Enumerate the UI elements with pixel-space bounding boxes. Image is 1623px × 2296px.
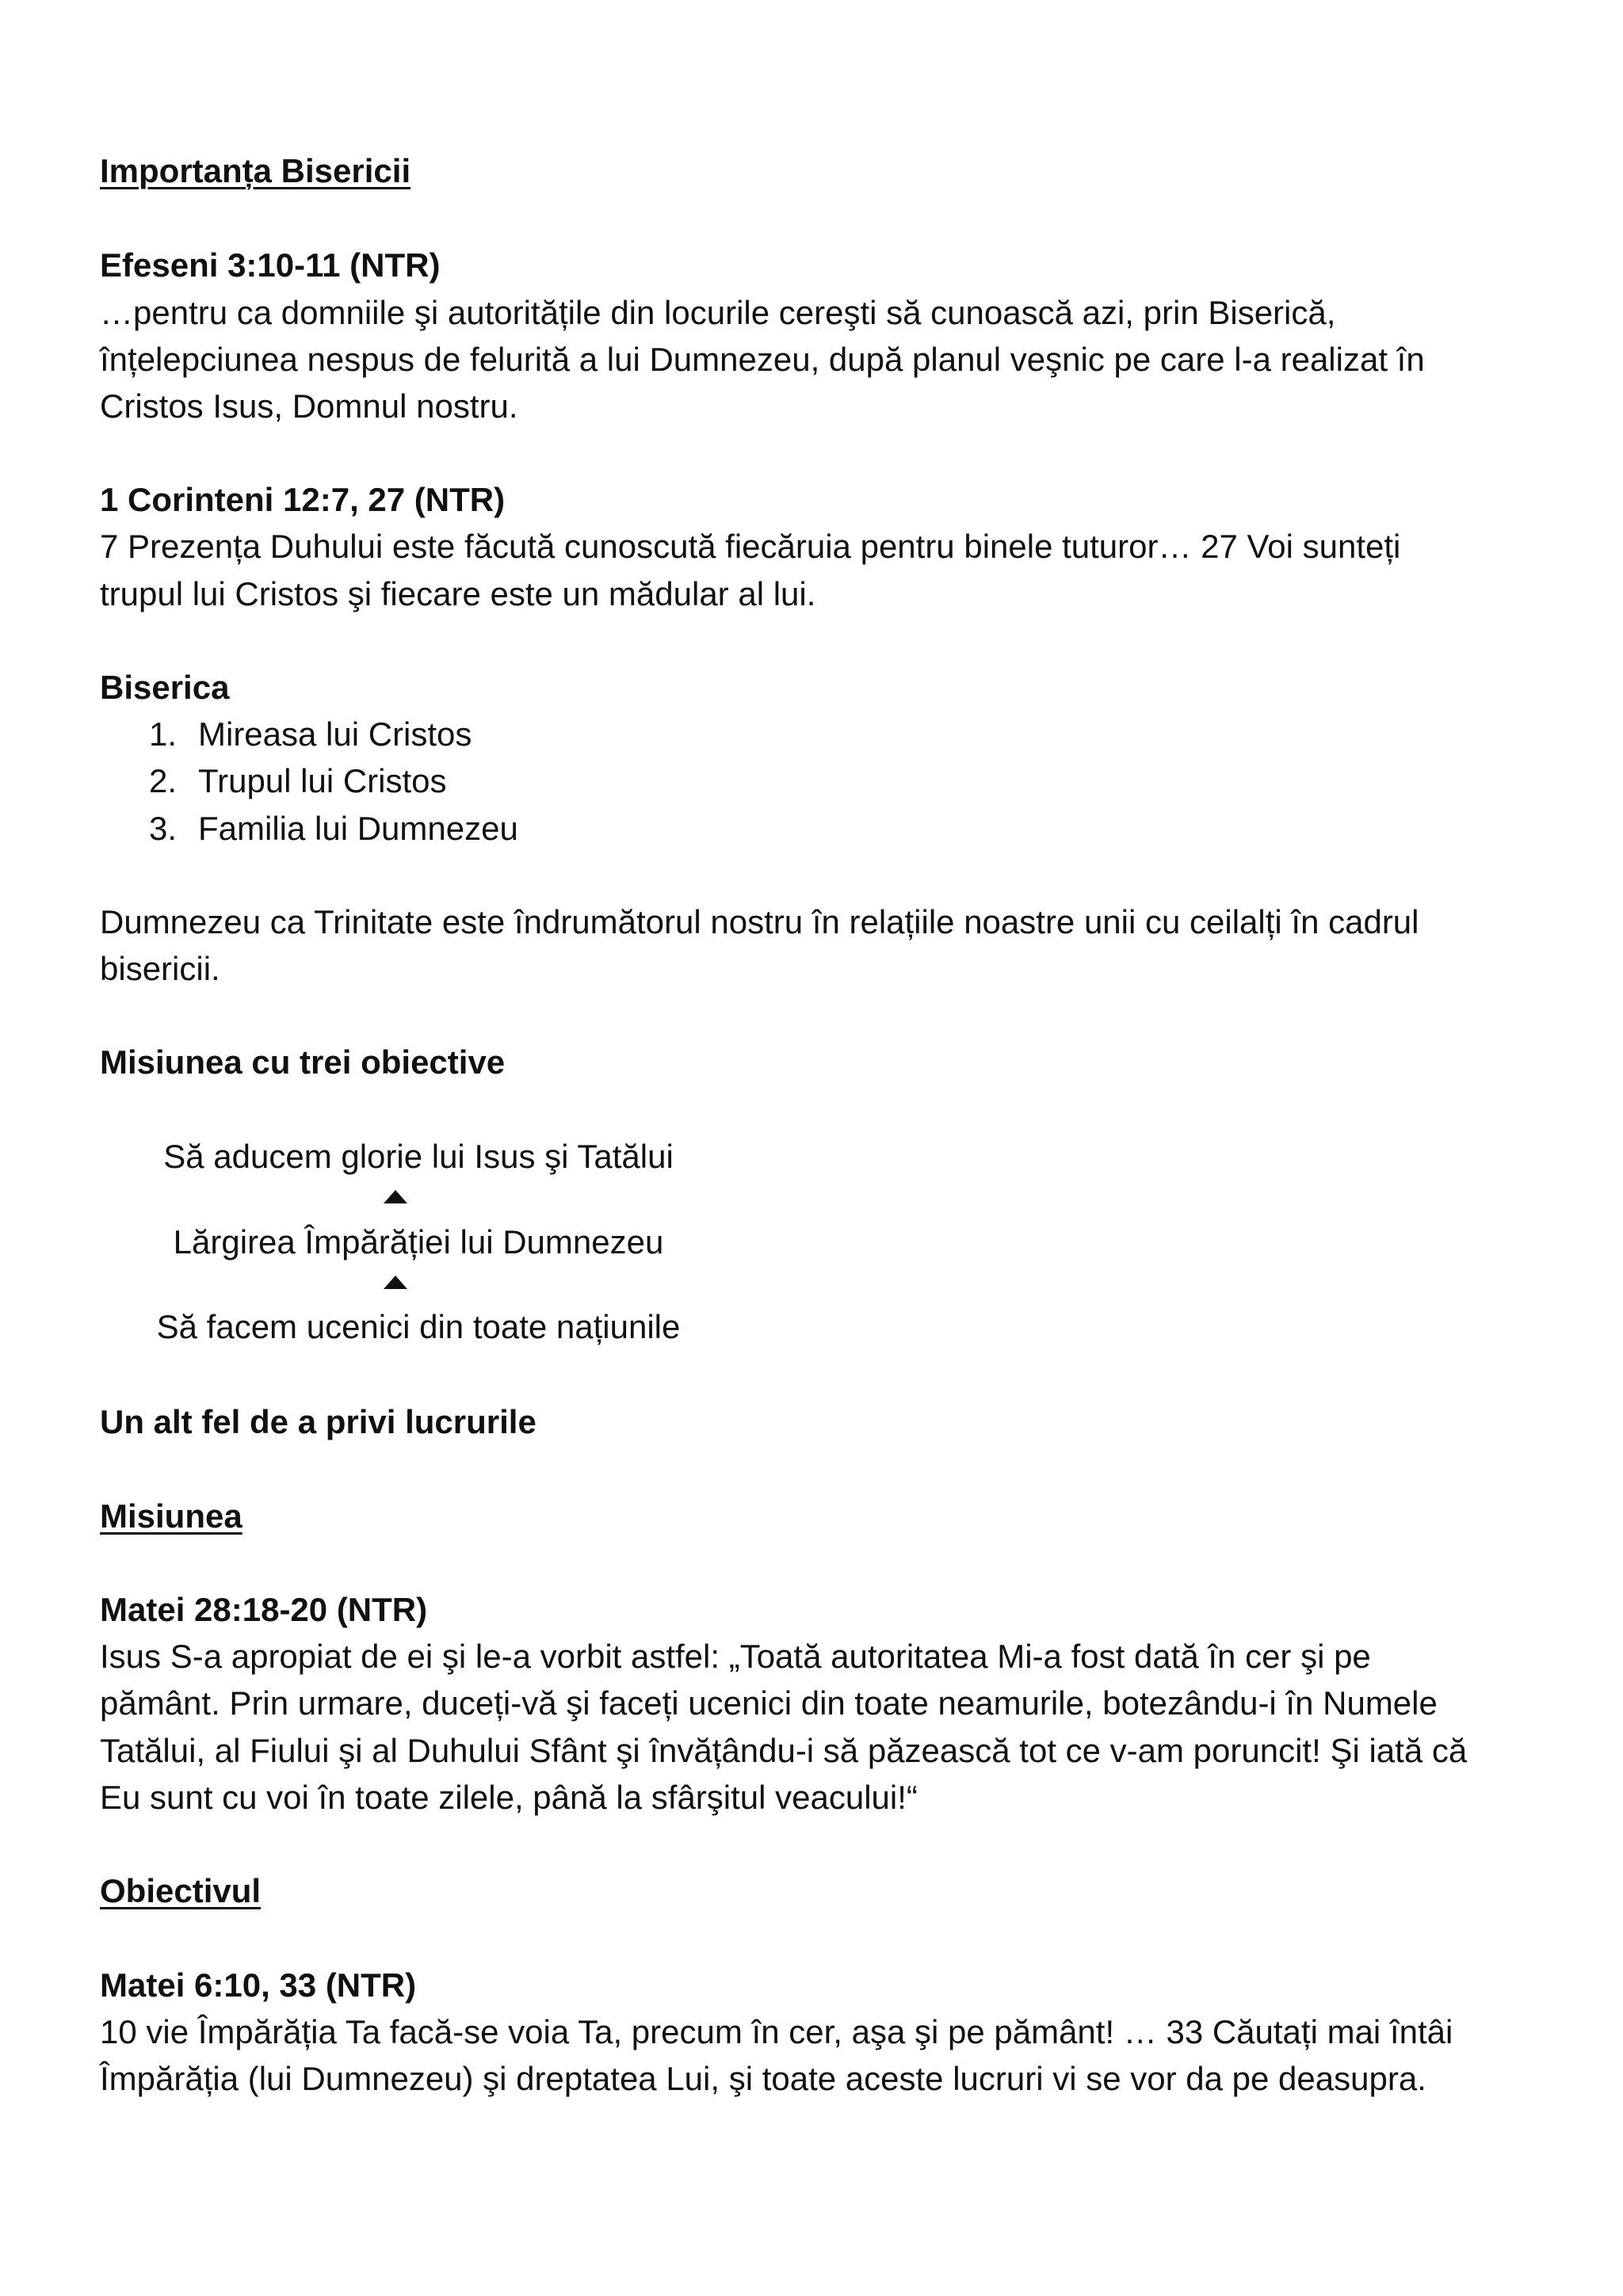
misiune-obiective-heading: Misiunea cu trei obiective [100,1043,506,1081]
matei-28-text-line: Isus S-a apropiat de ei şi le-a vorbit astfel: „Toată autoritatea Mi-a fost dată în cer şi pe [100,1638,1371,1675]
efeseni-reference: Efeseni 3:10-11 (NTR) [100,246,441,284]
trinitate-text-line: bisericii. [100,950,220,987]
objective-glory: Să aducem glorie lui Isus şi Tatălui [163,1138,674,1175]
list-item-number: 2. [149,762,178,799]
up-arrow-icon [384,1190,407,1203]
matei-28-text-line: pământ. Prin urmare, duceți-vă şi faceți ucenici din toate neamurile, botezându-i în Numele [100,1684,1438,1722]
alt-fel-heading: Un alt fel de a privi lucrurile [100,1403,537,1440]
biserica-heading: Biserica [100,669,230,706]
efeseni-text-line: Cristos Isus, Domnul nostru. [100,387,518,425]
matei-28-text-line: Tatălui, al Fiului şi al Duhului Sfânt şi învățându-i să păzească tot ce v-am poruncit! Şi iată că [100,1732,1468,1769]
objective-kingdom: Lărgirea Împărăției lui Dumnezeu [173,1223,664,1261]
list-item-label: Familia lui Dumnezeu [198,810,518,847]
matei-6-text-line: 10 vie Împărăția Ta facă-se voia Ta, precum în cer, aşa şi pe pământ! … 33 Căutați mai întâi [100,2013,1453,2050]
up-arrow-icon [384,1276,407,1289]
corinteni-reference: 1 Corinteni 12:7, 27 (NTR) [100,481,506,518]
corinteni-text-line: 7 Prezența Duhului este făcută cunoscută fiecăruia pentru binele tuturor… 27 Voi sunteți [100,528,1401,565]
matei-6-text-line: Împărăția (lui Dumnezeu) şi dreptatea Lui, şi toate aceste lucruri vi se vor da pe deasupra. [100,2060,1426,2097]
objective-disciples: Să facem ucenici din toate națiunile [156,1308,681,1345]
corinteni-text-line: trupul lui Cristos şi fiecare este un mădular al lui. [100,575,816,612]
misiunea-heading: Misiunea [100,1497,242,1535]
list-item-label: Trupul lui Cristos [198,762,447,799]
list-item-number: 3. [149,810,178,847]
matei-28-text-line: Eu sunt cu voi în toate zilele, până la sfârşitul veacului!“ [100,1779,918,1816]
matei-28-reference: Matei 28:18-20 (NTR) [100,1591,428,1628]
list-item-number: 1. [149,715,178,753]
list-item-label: Mireasa lui Cristos [198,715,472,753]
page-title: Importanța Bisericii [100,152,411,189]
efeseni-text-line: înțelepciunea nespus de felurită a lui Dumnezeu, după planul veşnic pe care l-a realizat în [100,341,1425,378]
efeseni-text-line: …pentru ca domniile şi autoritățile din locurile cereşti să cunoască azi, prin Biserică, [100,294,1336,331]
trinitate-text-line: Dumnezeu ca Trinitate este îndrumătorul nostru în relațiile noastre unii cu ceilalți în cadrul [100,903,1419,940]
obiectivul-heading: Obiectivul [100,1872,262,1909]
matei-6-reference: Matei 6:10, 33 (NTR) [100,1966,417,2004]
